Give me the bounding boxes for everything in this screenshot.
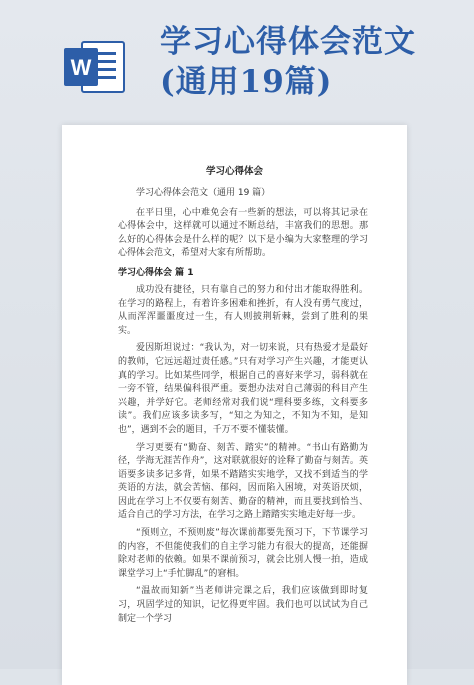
body-paragraph: 成功没有捷径，只有靠自己的努力和付出才能取得胜利。在学习的路程上，有着许多困难和挫折，有人没有勇气度过，从而浑浑噩噩度过一生，有人则披荆斩棘，尝到了胜利的果实。	[118, 284, 368, 336]
document-subtitle: 学习心得体会范文（通用 19 篇）	[136, 188, 271, 198]
body-paragraph: “预则立，不预则废”每次课前都要先预习下，下节课学习的内容，不但能使我们的自主学习能力有很大的提高，还能摒除对老师的依赖。如果不课前预习，就会比别人慢一拍，造成课堂学习上“手忙脚乱”的窘相。	[118, 528, 368, 579]
body-paragraph: 爱因斯坦说过：“我认为，对一切来说，只有热爱才是最好的教师，它远远超过责任感。”只有对学习产生兴趣，才能更认真的学习。比如某些同学，根据自己的喜好来学习，弱科就在一旁不管，结果偏科很严重。要想办法对自己薄弱的科目产生兴趣，并学好它。老师经常对我们说“理科要多练，文科要多读”。我们应该多读多写，“知之为知之，不知为不知，是知也”，遇到不会的题目，千万不要不懂装懂。	[118, 343, 368, 435]
hero-title-line2: (通用19篇)	[160, 64, 333, 100]
document-body	[118, 187, 368, 630]
document-page	[62, 125, 407, 685]
body-paragraph: 学习更要有“勤奋、刻苦、踏实”的精神。“书山有路勤为径，学海无涯苦作舟”，这对联就很好的诠释了勤奋与刻苦。英语要多读多记多背，如果不踏踏实实地学，又找不到适当的学英语的方法，就会苦恼、郁闷，因而陷入困境，对英语厌烦，因此在学习上不仅要有刻苦、勤奋的精神，而且要找到恰当、适合自己的学习方法，在学习之路上踏踏实实地走好每一步。	[118, 442, 368, 521]
word-icon-letter: W	[70, 55, 92, 80]
intro-paragraph: 在平日里，心中难免会有一些新的想法，可以将其记录在心得体会中，这样就可以通过不断总结，丰富我们的思想。那么好的心得体会是什么样的呢？以下是小编为大家整理的学习心得体会范文，希望对大家有所帮助。	[118, 207, 368, 259]
body-paragraph: “温故而知新”当老师讲完课之后，我们应该做到即时复习，巩固学过的知识，记忆得更牢固。我们也可以试试为自己制定一个学习	[118, 586, 368, 624]
section-heading: 学习心得体会 篇 1	[118, 267, 194, 278]
header-banner	[0, 0, 474, 120]
document-title: 学习心得体会	[205, 166, 263, 177]
word-doc-icon	[62, 38, 126, 96]
hero-title-line1: 学习心得体会范文	[160, 24, 416, 60]
hero-title	[160, 22, 460, 102]
